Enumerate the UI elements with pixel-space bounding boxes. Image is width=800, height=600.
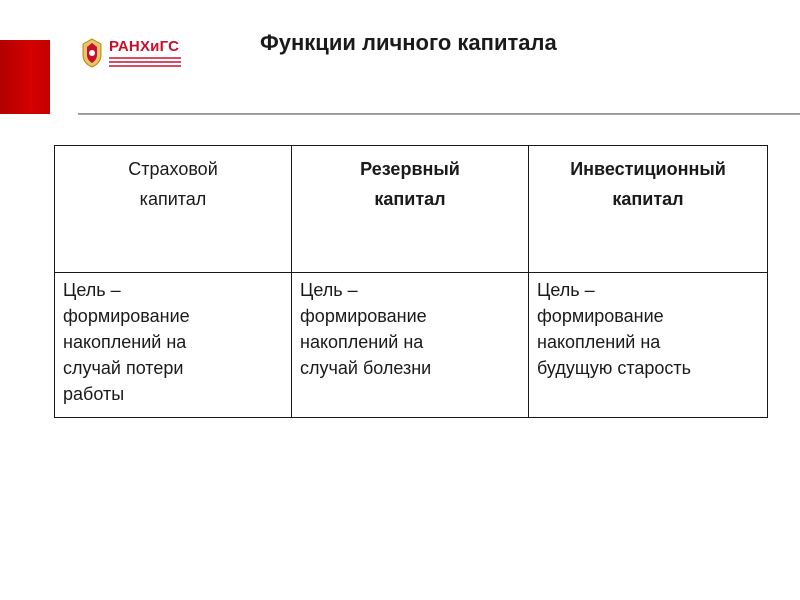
cell-text: Цель – формирование накоплений на случай потери работы: [63, 280, 190, 404]
header-label: Инвестиционный капитал: [570, 159, 726, 209]
cell-insurance-goal: [55, 273, 292, 418]
cell-text: Цель – формирование накоплений на случай болезни: [300, 280, 432, 378]
ranepa-logo: [81, 38, 181, 68]
header-insurance-capital: [55, 146, 292, 273]
header-reserve-capital: [292, 146, 529, 273]
header-investment-capital: [529, 146, 768, 273]
slide-title: Функции личного капитала: [260, 30, 557, 55]
capital-functions-table: [54, 145, 768, 418]
table-header-row: [55, 146, 768, 273]
red-accent-bar: [0, 40, 50, 114]
cell-reserve-goal: [292, 273, 529, 418]
emblem-icon: [81, 38, 103, 68]
logo-name: РАНХиГС: [109, 38, 180, 55]
header-label: Страховой капитал: [128, 159, 218, 209]
logo-subtitle-lines: [109, 57, 181, 67]
title-divider: [78, 113, 800, 115]
cell-investment-goal: [529, 273, 768, 418]
header-label: Резервный капитал: [360, 159, 460, 209]
cell-text: Цель – формирование накоплений на будущую старость: [537, 280, 692, 378]
table-row: [55, 273, 768, 418]
